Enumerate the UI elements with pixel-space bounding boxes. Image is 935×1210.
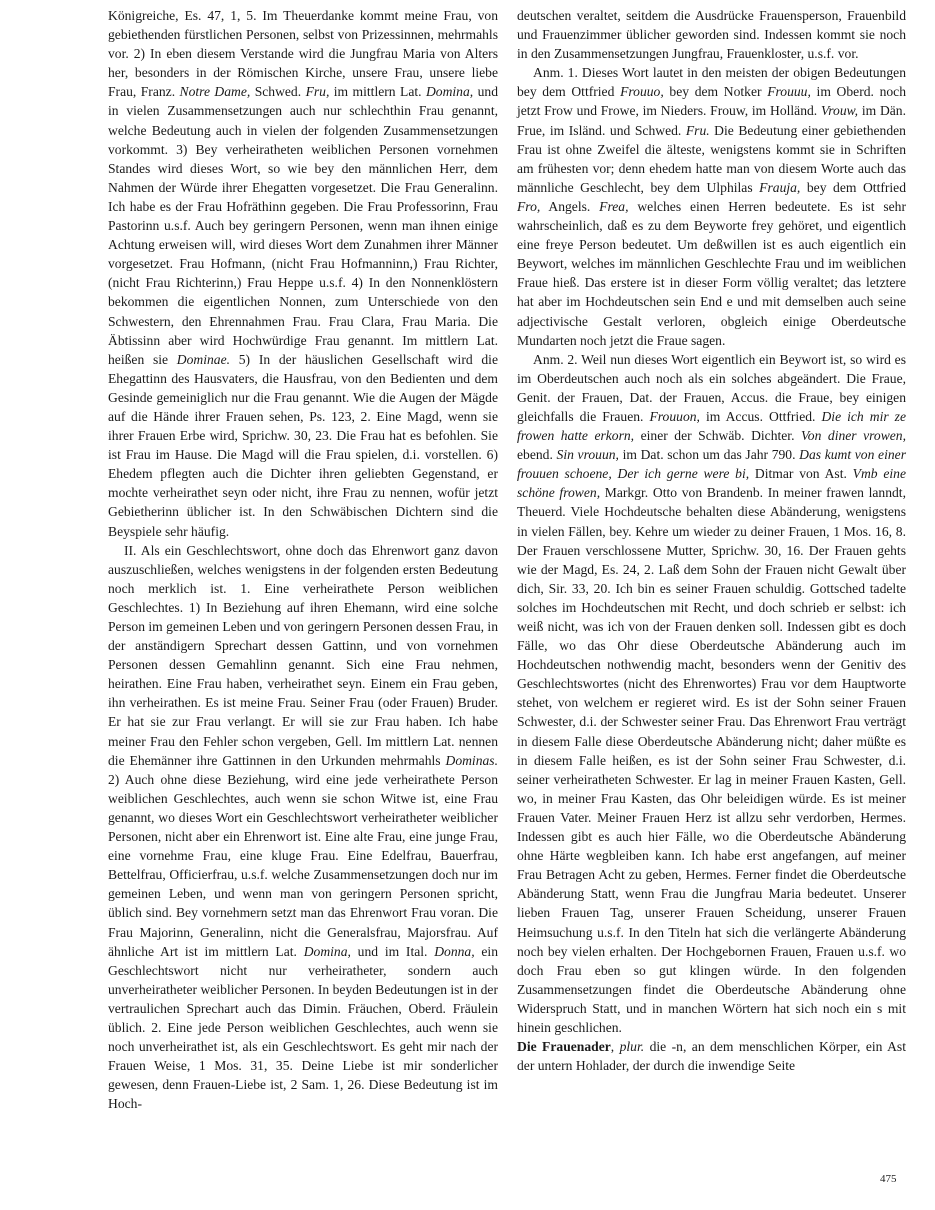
- right-paragraph: [517, 1037, 906, 1075]
- right-paragraph: [517, 63, 906, 349]
- text-run: ebend.: [517, 447, 557, 463]
- italic-term: Frouuo,: [620, 84, 664, 100]
- text-run: und im Ital.: [350, 943, 435, 959]
- text-run: Königreiche, Es. 47, 1, 5. Im Theuerdanke kommt meine Frau, von gebiethenden fürstlichen Personen, selbst von Prizessinnen, mehrmahls vor. 2) In eben diesem Verstande wird die Jungfrau Maria von Alters her, besonders in der Römischen Kirche, unsere Frau, unsere liebe Frau, Franz.: [108, 8, 498, 100]
- text-run: Schwed.: [250, 84, 306, 100]
- text-run: 5) In der häuslichen Gesellschaft wird die Ehegattinn des Hausvaters, die Hausfrau, von den Bedienten und dem Gesinde gemeiniglich nur die Frau genannt. Wie die Augen der Mägde auf die Hände ihrer Frauen sehen, Ps. 123, 2. Eine Magd, wenn sie ihrer Frauen Erbe wird, Sprichw. 30, 23. Die Frau hat es befohlen. Sie ist Frau im Hause. Die Magd will die Frau spielen, d.i. vorstellen. 6) Ehedem pflegten auch die Dichter ihren geliebten Gegenstand, er mochte verheirathet seyn oder nicht, ihre Frau zu nennen, wofür jetzt Gebietherinn üblicher ist. In den Schwäbischen Dichtern sind die Beyspiele sehr häufig.: [108, 351, 498, 539]
- text-run: und in vielen Zusammensetzungen auch nur schlechthin Frau genannt, welche Bedeutung auch in vielen der folgenden Zusammensetzungen vorkommt. 3) Bey verheiratheten weiblichen Personen vornehmen Standes wird dieses Wort, so wie bey den männlichen Herr, dem Nahmen der Würde ihrer Ehegatten vorgesetzet. Die Frau Generalinn. Ich habe es der Frau Hofräthinn gegeben. Die Frau Professorinn, Frau Pastorinn u.s.f. Auch bey geringern Personen, wenn man ihnen einige Achtung erweisen will, wird dieses Wort dem Zunahmen ihrer Männer vorgesetzet. Frau Hofmann, (nicht Frau Hofmanninn,) Frau Richter, (nicht Frau Richterinn,) Frau Heppe u.s.f. 4) In den Nonnenklöstern bekommen die eigentlichen Nonnen, zum Unterschiede von den Schwestern, den Ehrennahmen Frau. Frau Clara, Frau Maria. Die Äbtissinn aber wird Hochwürdige Frau genannt. Im mittlern Lat. heißen sie: [108, 84, 498, 367]
- italic-term: Domina,: [425, 84, 474, 100]
- italic-term: Dominae.: [176, 351, 231, 367]
- italic-term: plur.: [619, 1039, 645, 1055]
- italic-term: Frouuu,: [767, 84, 811, 100]
- left-paragraph: [108, 541, 498, 1114]
- right-column: [517, 6, 906, 1075]
- text-run: Markgr. Otto von Brandenb. In meiner frawen lanndt, Theuerd. Viele Hochdeutsche behalten diese Abänderung, wenigstens in vielen Fällen, bey. Kehre um wieder zu deiner Frauen, 1 Mos. 16, 8. Der Frauen verschlossene Mutter, Sprichw. 30, 16. Der Frauen gehts wie der Magd, Es. 24, 2. Laß dem Sohn der Frauen nicht Gewalt über dich, Sir. 33, 20. Ich bin es seiner Frauen schuldig. Gottsched tadelte solches im Hochdeutschen mit Recht, und doch schrieb er selbst: ich weiß nicht, was ich von der Frauen denken soll. Indessen gibt es doch Fälle, wo das Ohr diese Oberdeutsche Abänderung auch im Hochdeutschen nothwendig macht, besonders wenn der Genitiv des Geschlechtswortes (nicht des Ehrenwortes) Frau vor dem Hauptworte stehet, von welchem er regieret wird. Es ist der Sohn seiner Frauen Schwester, d.i. der Schwester seiner Frau. Das Ehrenwort Frau verträgt in diesem Falle diese Oberdeutsche Abänderung nicht; daher müßte es in diesem Falle heißen, es ist der Sohn seiner Frau Schwester, d.i. seiner verheiratheten Schwester. Er lag in meiner Frauen Kasten, Gell. wo, in meiner Frau Kasten, das Ohr beleidigen würde. Es ist meiner Frauen Vater. Meiner Frauen Herz ist allzu sehr verdorben, Hermes. Indessen gibt es auch hier Fälle, wo die Oberdeutsche Abänderung ohne Härte wegbleiben kann. Ich habe erst angefangen, auf meiner Frau Betragen Acht zu geben, Hermes. Ferner findet die Oberdeutsche Abänderung Statt, wenn Frau die Jungfrau Maria bedeutet. Unserer lieben Frauen Tag, unserer Frauen Scheidung, unserer Frauen Heimsuchung u.s.f. In den Titeln hat sich die verlängerte Abänderung noch bey vielen erhalten. Der Hochgebornen Frauen, Frauen u.s.f. wo doch Frau eben so gut klingen würde. In den folgenden Zusammensetzungen findet die Oberdeutsche Abänderung ohne Widerspruch Statt, und in manchen Wörtern hat sich noch ein s mit hinein geschlichen.: [517, 485, 906, 1035]
- italic-term: Fru,: [305, 84, 330, 100]
- text-run: im Accus. Ottfried.: [699, 408, 822, 424]
- text-run: Ditmar von Ast.: [749, 466, 853, 482]
- italic-term: Domina,: [303, 943, 351, 959]
- italic-term: Vrouw,: [820, 103, 859, 119]
- left-paragraph: [108, 6, 498, 541]
- text-run: Die Bedeutung einer gebiethenden Frau ist ohne Zweifel die älteste, wenigstens kommt sie in Schriften am frühesten vor; denn ehedem hatte man von diesem Worte auch das männliche Geschlecht, bey dem Ulphilas: [517, 122, 906, 195]
- text-run: im Dän. Frue, im Isländ. und Schwed.: [517, 103, 906, 138]
- text-run: welches einen Herren bedeutete. Es ist sehr wahrscheinlich, daß es zu dem Beyworte frey gehöret, und eigentlich eine freye Person bedeutet. Um deßwillen ist es auch eigentlich ein Beywort, welches im männlichen Geschlechte Frau und im weiblichen Fraue hieß. Das erstere ist in dieser Form völlig veraltet; das letztere hat aber im Hochdeutschen sein End e und mit demselben auch seine adjectivische Gestalt verloren, obgleich einige Oberdeutsche Mundarten noch jetzt die Fraue sagen.: [517, 198, 906, 348]
- left-column: [108, 6, 498, 1113]
- text-run: Anm. 2. Weil nun dieses Wort eigentlich ein Beywort ist, so wird es im Oberdeutschen auch noch als ein solches abgeändert. Die Fraue, Genit. der Frauen, Dat. der Frauen, Accus. die Fraue, bey einigen gleichfalls die Frauen.: [517, 351, 906, 424]
- italic-term: Frauja,: [759, 179, 801, 195]
- italic-term: Die ich mir ze frowen hatte erkorn,: [517, 408, 906, 444]
- text-run: bey dem Ottfried: [800, 179, 907, 195]
- text-run: deutschen veraltet, seitdem die Ausdrücke Frauensperson, Frauenbild und Frauenzimmer üblicher geworden sind. Indessen kommt sie noch in den Zusammensetzungen Jungfrau, Frauenkloster, u.s.f. vor.: [517, 8, 906, 62]
- text-run: Anm. 1. Dieses Wort lautet in den meisten der obigen Bedeutungen bey dem Ottfried: [517, 65, 906, 100]
- text-run: im Dat. schon um das Jahr 790.: [618, 447, 800, 463]
- text-run: im Oberd. noch jetzt Frow und Frowe, im Nieders. Frouw, im Holländ.: [517, 84, 907, 119]
- text-run: II. Als ein Geschlechtswort, ohne doch das Ehrenwort ganz davon auszuschließen, welches wenigstens in der folgenden ersten Bedeutung noch merklich ist. 1. Eine verheirathete Person weiblichen Geschlechtes. 1) In Beziehung auf ihren Ehemann, wird eine solche Person im gemeinen Leben und von geringern Personen dessen Frau, in der anständigern Sprechart dessen Gattinn, und von vornehmen Personen dessen Gemahlinn genannt. Sich eine Frau nehmen, heirathen. Eine Frau haben, verheirathet seyn. Einem ein Frau geben, ihn verheirathen. Es ist meine Frau. Seiner Frau (oder Frauen) Bruder. Er hat sie zur Frau verlangt. Er will sie zur Frau haben. Ich habe meiner Frau den Fehler schon vergeben, Gell. Im mittlern Lat. nennen die Ehemänner ihre Gattinnen in den Urkunden mehrmahls: [108, 542, 498, 768]
- italic-term: Fru.: [685, 122, 710, 138]
- headword: Die Frauenader: [517, 1039, 611, 1055]
- page-number: 475: [880, 1173, 897, 1185]
- italic-term: Fro,: [517, 198, 541, 214]
- italic-term: Vmb eine schöne frowen,: [517, 466, 906, 501]
- italic-term: Frea,: [599, 198, 629, 214]
- text-run: ,: [610, 1039, 620, 1055]
- text-run: die -n, an dem menschlichen Körper, ein Ast der untern Hohlader, der durch die inwendige Seite: [517, 1039, 906, 1074]
- italic-term: Sin vrouun,: [556, 447, 619, 463]
- text-run: im mittlern Lat.: [329, 84, 426, 100]
- text-run: einer der Schwäb. Dichter.: [634, 428, 801, 444]
- text-run: Angels.: [540, 198, 600, 214]
- italic-term: Dominas.: [445, 752, 498, 768]
- italic-term: Das kumt von einer frouuen schoene, Der ich gerne were bi,: [517, 447, 906, 482]
- italic-term: Notre Dame,: [179, 84, 251, 100]
- text-run: 2) Auch ohne diese Beziehung, wird eine jede verheirathete Person weiblichen Geschlechtes, auch wenn sie schon Witwe ist, eine Frau genannt, wo dieses Wort ein Geschlechtswort verheiratheter weiblicher Personen, nicht aber ein Ehrenwort ist. Eine alte Frau, eine junge Frau, eine vornehme Frau, eine kluge Frau. Eine Edelfrau, Bauerfrau, Bettelfrau, Officierfrau, u.s.f. welche Zusammensetzungen doch nur im gemeinen Leben, und wenn man von geringern Personen spricht, üblich sind. Bey vornehmern setzt man das Ehrenwort Frau voran. Die Frau Majorinn, Generalinn, nicht die Generalsfrau, Majorsfrau. Auf ähnliche Art ist im mittlern Lat.: [108, 771, 498, 959]
- italic-term: Frouuon,: [649, 408, 700, 424]
- italic-term: Donna,: [434, 943, 475, 959]
- text-run: bey dem Notker: [663, 84, 768, 100]
- text-run: ein Geschlechtswort nicht nur verheiratheter, sondern auch unverheiratheter weiblicher Personen. In beyden Bedeutungen ist in der vertraulichen Sprechart auch das Dimin. Fräuchen, Oberd. Fräulein üblich. 2. Eine jede Person weiblichen Geschlechtes, auch wenn sie noch unverheirathet ist, als ein Geschlechtswort. Es geht mir nach der Frauen Weise, 1 Mos. 31, 35. Deine Liebe ist mir sonderlicher gewesen, denn Frauen-Liebe ist, 2 Sam. 1, 26. Diese Bedeutung ist im Hoch-: [108, 943, 498, 1112]
- right-paragraph: [517, 350, 906, 1037]
- italic-term: Von diner vrowen,: [801, 428, 907, 444]
- right-paragraph: [517, 6, 906, 63]
